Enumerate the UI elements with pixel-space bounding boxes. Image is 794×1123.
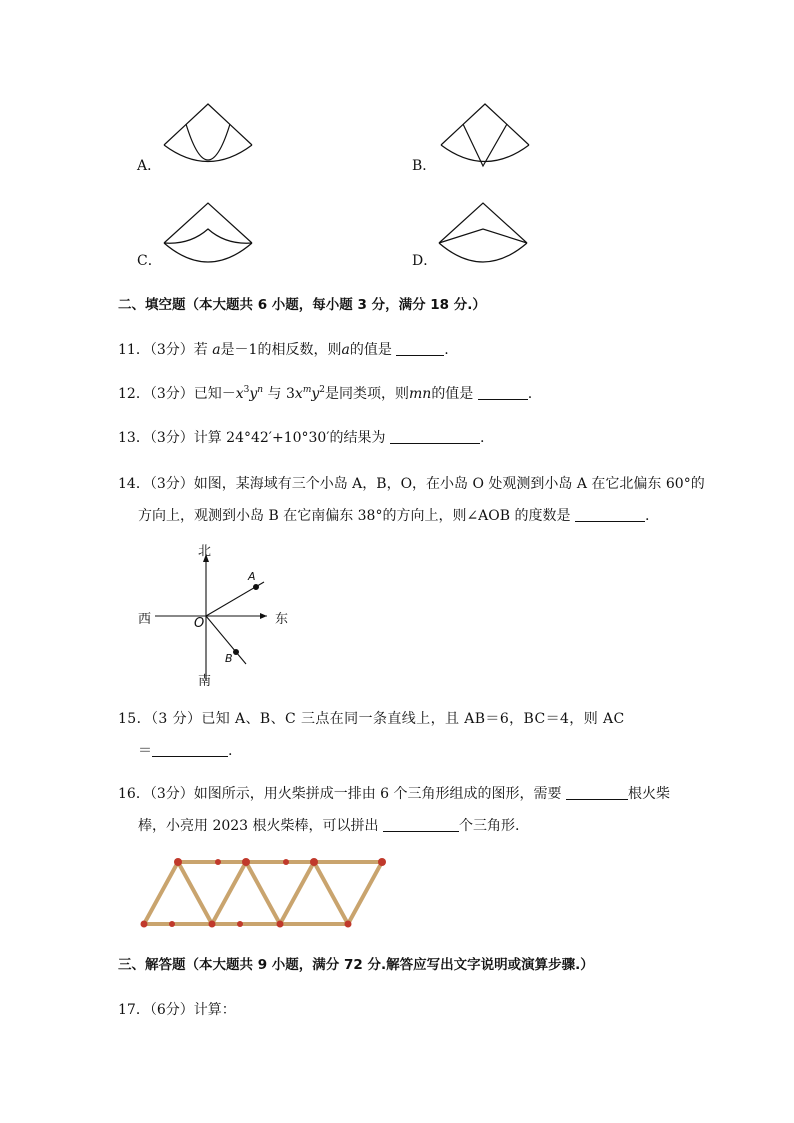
figure-option-a [160,100,256,172]
q15-answer-blank[interactable] [152,742,228,757]
q12-x2: x [294,386,303,402]
question-14-line2 [138,506,649,526]
q11-answer-blank[interactable] [396,341,444,356]
label-point-b: B [225,652,233,665]
q12-period: . [527,386,533,402]
label-east: 东 [275,612,289,627]
figure-option-b [437,100,533,172]
label-west: 西 [138,612,152,627]
q12-exp3: m [302,385,312,395]
q16-line2-end: 个三角形. [458,818,520,834]
question-16-line1 [118,784,670,804]
option-c [130,195,260,270]
point-a-marker [253,584,259,590]
q12-exp4: 2 [319,385,326,395]
q11-prefix: 11．（3分）若 [118,342,208,358]
q12-end: 的值是 [431,386,474,402]
point-b-marker [233,649,239,655]
q13-text: 13．（3分）计算 24°42′+10°30′的结果为 [118,430,386,446]
question-14-line1: 14．（3分）如图，某海域有三个小岛 A，B，O，在小岛 O 处观测到小岛 A 在它北偏东 60°的 [118,476,705,492]
figure-option-c [160,195,256,267]
q11-middle: 是－1的相反数，则 [220,342,342,358]
q15-equals: ＝ [138,743,152,759]
option-c-label: C． [137,253,162,269]
q12-prefix: 12．（3分）已知－ [118,386,236,402]
q12-exp1: 3 [243,385,250,395]
compass-figure [130,540,310,690]
option-b-label: B． [412,158,437,174]
option-a-label: A． [137,158,162,174]
q13-answer-blank[interactable] [390,429,480,444]
section-2-title: 二、填空题（本大题共 6 小题，每小题 3 分，满分 18 分.） [118,297,486,313]
q12-exp2: n [257,385,264,395]
question-16-line2 [138,816,519,836]
q14-line2-text: 方向上，观测到小岛 B 在它南偏东 38°的方向上，则∠AOB 的度数是 [138,508,571,524]
figure-option-d [435,195,531,267]
question-15-line1: 15．（3 分）已知 A、B、C 三点在同一条直线上，且 AB＝6，BC＝4，则 AC [118,711,625,727]
matchstick-figure [136,852,392,934]
q12-middle2: 是同类项，则 [325,386,410,402]
q16-line1-end: 根火柴 [627,786,670,802]
q14-period: . [644,508,650,524]
option-a [130,100,260,175]
option-d-label: D． [412,253,438,269]
label-point-a: A [248,570,256,583]
q12-y2: y [311,386,320,402]
question-13 [118,428,484,448]
option-b [405,100,535,175]
label-origin-o: O [194,616,205,631]
option-d [405,195,535,270]
q14-answer-blank[interactable] [575,507,645,522]
section-3-title: 三、解答题（本大题共 9 小题，满分 72 分.解答应写出文字说明或演算步骤.） [118,957,594,973]
q11-end: 的值是 [349,342,392,358]
q11-var-a2: a [341,342,350,358]
label-south: 南 [198,674,212,689]
q12-x1: x [235,386,244,402]
q13-period: . [479,430,485,446]
label-north: 北 [198,544,212,559]
q12-y1: y [249,386,258,402]
q12-answer-blank[interactable] [478,385,528,400]
q16-answer-blank-1[interactable] [566,785,628,800]
q16-answer-blank-2[interactable] [383,817,459,832]
q11-period: . [444,342,449,358]
q16-line1-text: 16．（3分）如图所示，用火柴拼成一排由 6 个三角形组成的图形，需要 [118,786,562,802]
question-12 [118,384,532,404]
q16-line2-text: 棒，小亮用 2023 根火柴棒，可以拼出 [138,818,379,834]
question-11 [118,340,449,360]
q12-mn: mn [409,386,432,402]
q12-middle: 与 3 [267,386,295,402]
q11-var-a: a [212,342,221,358]
q15-period: . [228,743,233,759]
question-17: 17．（6分）计算： [118,1002,236,1018]
question-15-line2 [138,741,232,761]
